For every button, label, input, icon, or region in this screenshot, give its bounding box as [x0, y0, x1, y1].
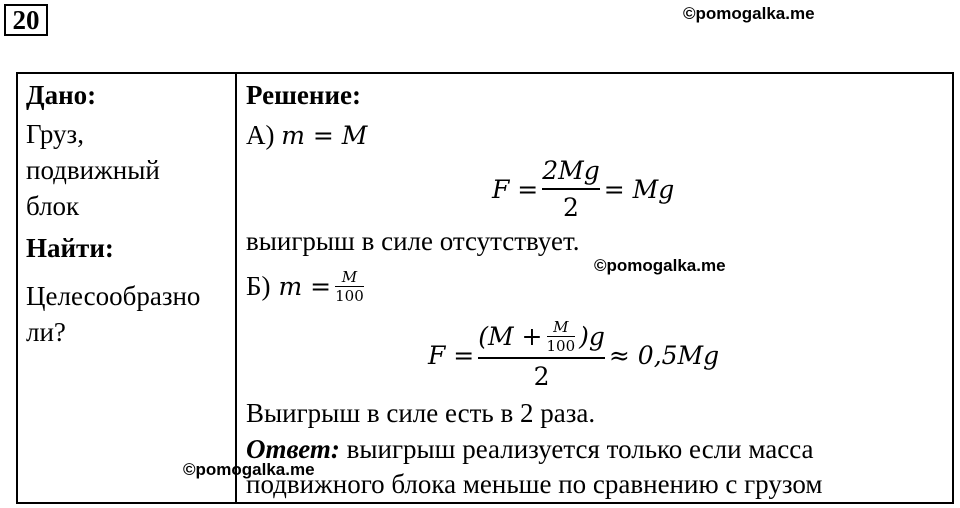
- formula-b-num-open: (M +: [478, 322, 543, 351]
- formula-b-inner-numerator: M: [553, 318, 569, 336]
- fraction-bar: [478, 357, 605, 359]
- solution-label: Решение:: [246, 80, 361, 110]
- formula-b-inner-denominator: 100: [546, 337, 576, 355]
- formula-b-lhs: F =: [428, 340, 475, 370]
- answer-text-1: выигрыш реализуется только если масса: [346, 434, 814, 464]
- formula-b-denominator: 2: [533, 362, 550, 391]
- case-b-line: [246, 258, 368, 314]
- answer-line-1: [246, 434, 814, 465]
- formula-a-result: = Mg: [603, 174, 675, 204]
- formula-b-numerator: [478, 319, 605, 354]
- formula-a-denominator: 2: [563, 193, 579, 222]
- case-b-m-eq: m =: [278, 271, 332, 301]
- case-a-condition: m = M: [281, 121, 368, 150]
- answer-label: Ответ:: [246, 434, 340, 464]
- given-line-3: блок: [26, 191, 80, 221]
- watermark-middle: ©pomogalka.me: [594, 256, 726, 275]
- fraction-bar: [542, 188, 600, 190]
- given-label: Дано:: [26, 80, 97, 110]
- watermark-bottom: ©pomogalka.me: [183, 460, 315, 479]
- formula-a: [492, 154, 674, 224]
- problem-number: 20: [4, 4, 48, 36]
- formula-b-inner-fraction: [547, 319, 576, 354]
- case-a-prefix: А): [246, 120, 275, 150]
- find-line-2: ли?: [26, 317, 66, 347]
- find-line-1: Целесообразно: [26, 281, 201, 311]
- case-b-m-numerator: M: [341, 267, 358, 286]
- formula-a-fraction: [542, 156, 600, 222]
- formula-a-lhs: F =: [492, 174, 539, 204]
- formula-b: [428, 310, 719, 400]
- formula-b-fraction: [478, 319, 605, 391]
- find-label: Найти:: [26, 233, 114, 263]
- formula-a-numerator: 2Mg: [542, 156, 600, 185]
- given-line-1: Груз,: [26, 119, 84, 149]
- formula-b-result: ≈ 0,5Mg: [608, 340, 720, 370]
- case-b-m-fraction: [335, 269, 364, 304]
- case-a-conclusion: выигрыш в силе отсутствует.: [246, 226, 580, 256]
- case-b-conclusion: Выигрыш в силе есть в 2 раза.: [246, 398, 596, 428]
- column-divider: [235, 72, 237, 504]
- watermark-top: ©pomogalka.me: [683, 4, 815, 23]
- formula-b-num-close: )g: [579, 322, 605, 351]
- case-b-prefix: Б): [246, 270, 271, 301]
- case-a-line: [246, 120, 367, 151]
- given-line-2: подвижный: [26, 155, 160, 185]
- case-b-m-denominator: 100: [335, 286, 364, 305]
- answer-line-2: подвижного блока меньше по сравнению с грузом: [246, 469, 823, 499]
